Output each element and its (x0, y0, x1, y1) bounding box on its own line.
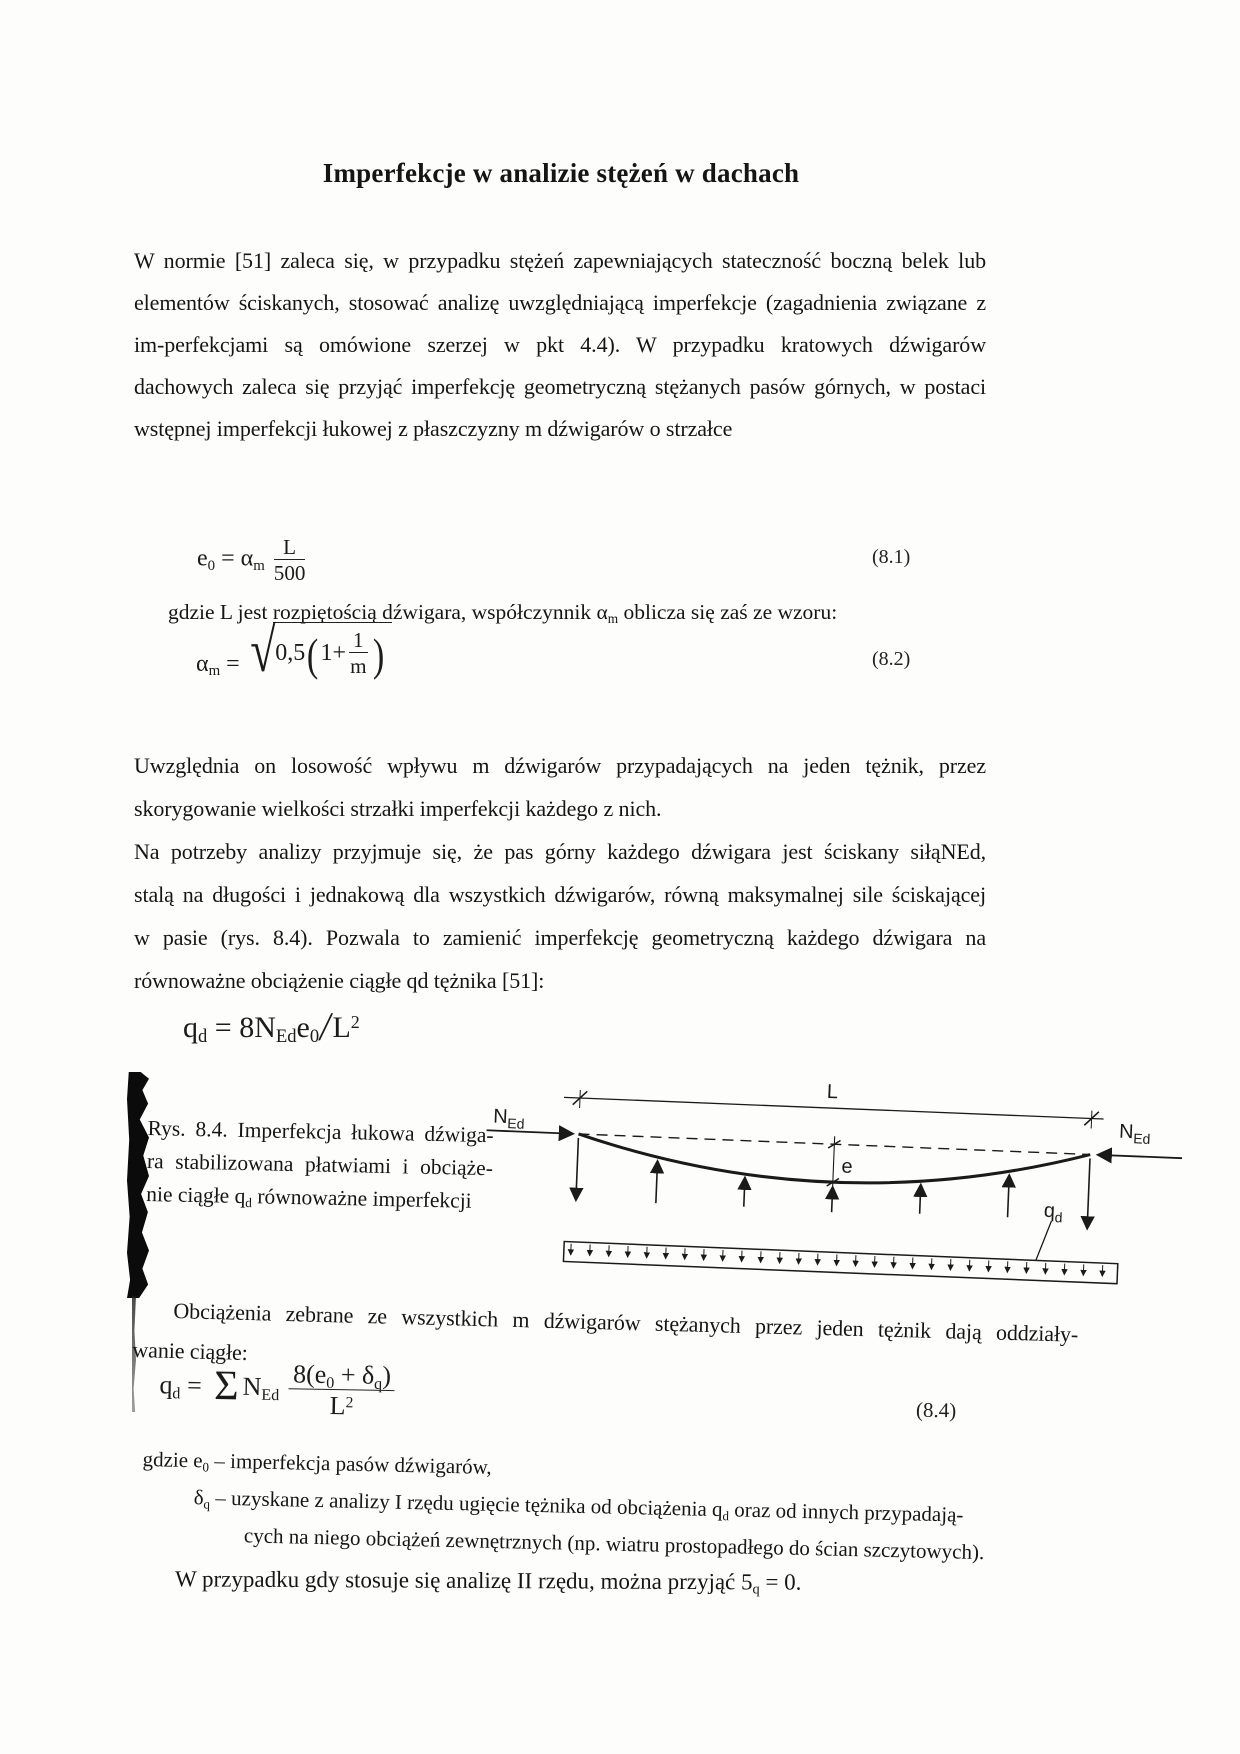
text-line: wstępnej imperfekcji łukowej z płaszczyzny m dźwigarów o strzałce (134, 416, 733, 441)
qd-label: $q_d$ (1043, 1199, 1063, 1226)
text-line: stalą na długości i jednakową dla wszystkich dźwigarów, równą maksymalnej sile ściskającej (134, 882, 986, 907)
equation-number-8-4: (8.4) (915, 1397, 957, 1423)
equation-number-8-2: (8.2) (872, 648, 911, 670)
purlin-arrows-up (656, 1161, 1009, 1219)
text-line: Obciążenia zebrane ze wszystkich m dźwigarów stężanych przez jeden tężnik dają oddziały- (173, 1298, 1079, 1347)
closing-sentence: W przypadku gdy stosuje się analizę II rzędu, można przyjąć 5q = 0. (174, 1566, 802, 1598)
text-line: skorygowanie wielkości strzałki imperfekcji każdego z nich. (134, 796, 662, 821)
ned-left-label: $N_{Ed}$ (492, 1105, 525, 1132)
text-line: w pasie (rys. 8.4). Pozwala to zamienić imperfekcję geometryczną każdego dźwigara na (134, 925, 986, 950)
where-line: gdzie e0 – imperfekcja pasów dźwigarów, (142, 1446, 492, 1479)
ned-right-arrow (1098, 1155, 1182, 1158)
caption-line: nie ciągłe qd równoważne imperfekcji (146, 1181, 472, 1213)
end-arrow-left (576, 1138, 578, 1200)
eq2-lhs: α (196, 651, 209, 677)
ned-left-arrow (487, 1130, 573, 1133)
equation-qd: qd = $8NEde0/L^2$ (183, 1004, 360, 1049)
text-line: elementów ściskanych, stosować analizę uwzględniającą imperfekcje (zagadnienia związane z (134, 290, 986, 315)
square-root: √ 0,5 ( 1+ $\frac{1}{m}$ ) (246, 622, 392, 680)
text-line: Na potrzeby analizy przyjmuje się, że pas górny każdego dźwigara jest ściskany siłąNEd, (134, 839, 986, 864)
text-line: W normie [51] zaleca się, w przypadku stężeń zapewniających stateczność boczną belek lub (134, 248, 986, 273)
equation-8-1: e0 = αm $\frac{L}{500}$ (197, 535, 306, 586)
where-line: δq – uzyskane z analizy I rzędu ugięcie tężnika od obciążenia qd oraz od innych przypadają- (193, 1485, 964, 1527)
eq1-alpha: α (240, 545, 254, 572)
text-line: dachowych zaleca się przyjąć imperfekcję geometryczną stężanych pasów górnych, w postaci (134, 374, 986, 399)
text-line: wanie ciągłe: (132, 1336, 249, 1365)
equation-8-4: qd = Σ NEd $\frac{8(e0 + \delta q)}{L^2}$ (159, 1358, 398, 1421)
where-line: cych na niego obciążeń zewnętrznych (np. wiatru prostopadłego do ścian szczytowych). (243, 1523, 985, 1565)
fraction: $\frac{8(e0 + \delta q)}{L^2}$ (288, 1360, 395, 1420)
equation-8-2: αm = √ 0,5 ( 1+ $\frac{1}{m}$ ) (196, 622, 392, 680)
text-line: Uwzględnia on losowość wpływu m dźwigarów przypadających na jeden tężnik, przez (134, 753, 986, 778)
equation-number-8-1: (8.1) (872, 546, 911, 568)
fraction: $\frac{1}{m}$ (350, 627, 367, 679)
caption-line: Rys. 8.4. Imperfekcja łukowa dźwiga- (147, 1115, 494, 1148)
end-arrow-right (1087, 1159, 1090, 1229)
fraction: $\frac{L}{500}$ (273, 535, 306, 586)
paragraph-main (134, 744, 986, 1002)
sigma-sum: Σ (213, 1363, 240, 1410)
eq1-lhs: e (197, 545, 208, 572)
ned-right-label: $N_{Ed}$ (1118, 1120, 1151, 1147)
where-note-2 (141, 1442, 1103, 1572)
page-title: Imperfekcje w analizie stężeń w dachach (322, 158, 800, 188)
text-line: im-perfekcjami są omówione szerzej w pkt 4.4). W przypadku kratowych dźwigarów (134, 332, 986, 357)
figure-caption (146, 1112, 494, 1220)
qd-leader-line (1036, 1220, 1052, 1261)
paragraph-intro (134, 240, 986, 450)
figure-8-4-diagram (452, 1050, 1197, 1320)
caption-line: ra stabilizowana płatwiami i obciąże- (146, 1148, 494, 1181)
text-line: równoważne obciążenie ciągłe qd tężnika [51]: (134, 968, 545, 993)
dim-label-L: L (826, 1080, 839, 1104)
where-note-1: gdzie L jest rozpiętością dźwigara, współczynnik αm oblicza się zaś ze wzoru: (168, 600, 838, 626)
e-label: e (841, 1155, 854, 1178)
